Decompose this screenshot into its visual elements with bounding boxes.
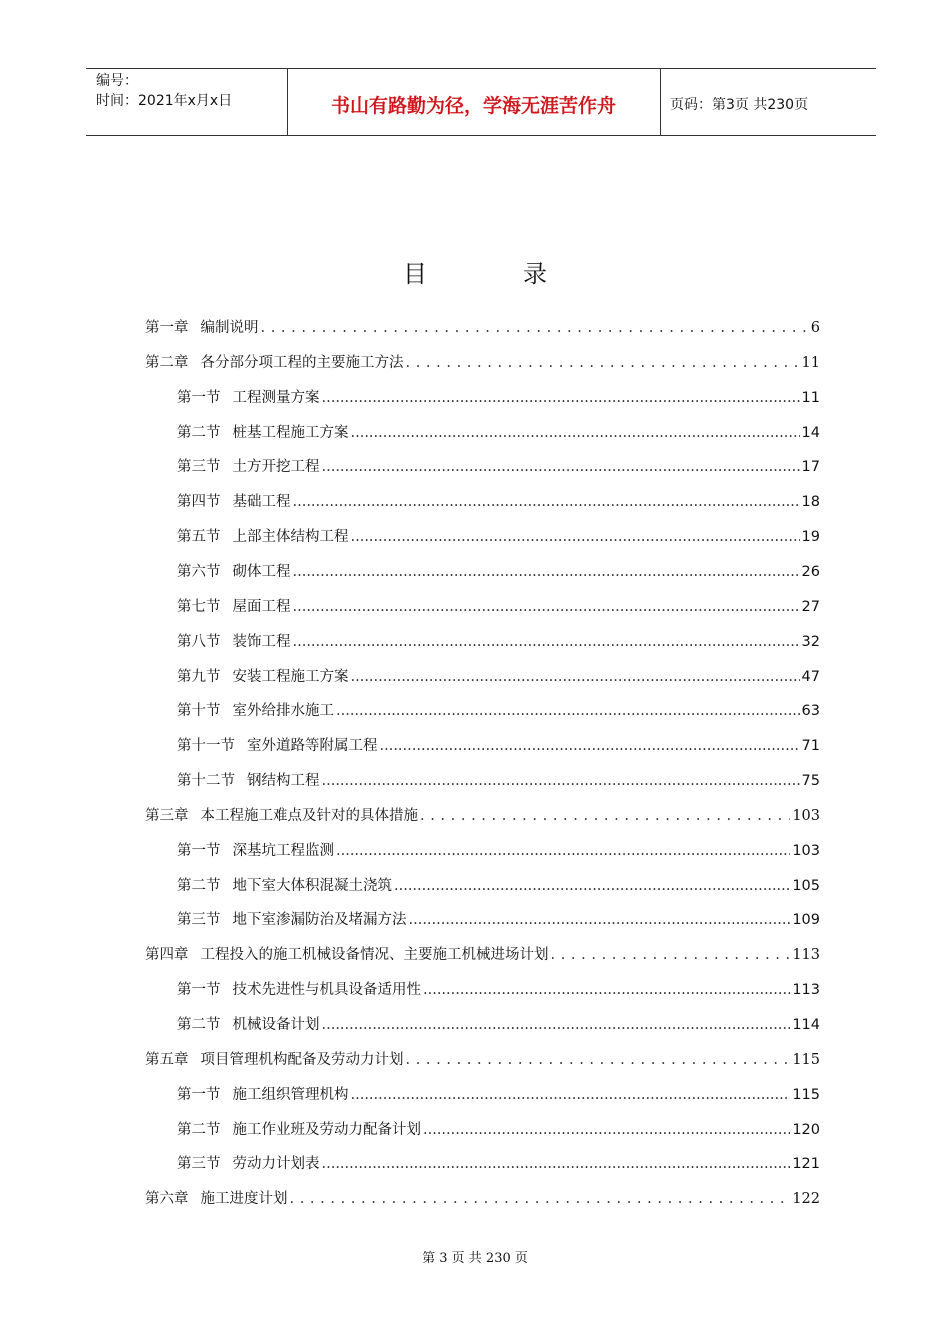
toc-entry-page: 103 xyxy=(792,808,820,824)
toc-entry-number: 第二节 xyxy=(177,1122,221,1138)
toc-leader-dots xyxy=(293,634,800,650)
toc-section-entry[interactable] xyxy=(177,734,820,758)
toc-entry-number: 第一节 xyxy=(177,843,221,859)
toc-entry-label: 机械设备计划 xyxy=(232,1017,320,1033)
toc-entry-number: 第一节 xyxy=(177,982,221,998)
toc-chapter-entry[interactable] xyxy=(145,943,820,967)
toc-entry-label: 砌体工程 xyxy=(232,564,291,580)
toc-section-entry[interactable] xyxy=(177,699,820,723)
toc-entry-page: 71 xyxy=(801,738,820,754)
toc-entry-number: 第八节 xyxy=(177,634,221,650)
toc-title-part: 录 xyxy=(523,260,547,288)
toc-leader-dots xyxy=(351,1087,791,1103)
toc-chapter-entry[interactable] xyxy=(145,316,820,340)
toc-section-entry[interactable] xyxy=(177,386,820,410)
toc-entry-label: 安装工程施工方案 xyxy=(232,669,349,685)
toc-section-entry[interactable] xyxy=(177,1083,820,1107)
toc-entry-page: 18 xyxy=(801,494,820,510)
toc-entry-label: 工程测量方案 xyxy=(232,390,320,406)
toc-entry-page: 115 xyxy=(792,1087,820,1103)
toc-leader-dots xyxy=(394,878,790,894)
toc-section-entry[interactable] xyxy=(177,978,820,1002)
toc-leader-dots xyxy=(322,390,800,406)
toc-entry-page: 103 xyxy=(792,843,820,859)
toc-leader-dots xyxy=(406,1052,791,1068)
toc-entry-page: 114 xyxy=(792,1017,820,1033)
toc-entry-page: 75 xyxy=(801,773,820,789)
toc-entry-number: 第十节 xyxy=(177,703,221,719)
toc-entry-number: 第五节 xyxy=(177,529,221,545)
toc-entry-page: 19 xyxy=(801,529,820,545)
toc-section-entry[interactable] xyxy=(177,665,820,689)
toc-leader-dots xyxy=(406,355,800,371)
toc-entry-page: 115 xyxy=(792,1052,820,1068)
toc-entry-label: 钢结构工程 xyxy=(247,773,320,789)
toc-leader-dots xyxy=(293,494,800,510)
toc-entry-number: 第一节 xyxy=(177,390,221,406)
toc-entry-page: 109 xyxy=(792,912,820,928)
toc-chapter-entry[interactable] xyxy=(145,1187,820,1211)
toc-entry-number: 第二节 xyxy=(177,1017,221,1033)
toc-entry-page: 63 xyxy=(801,703,820,719)
toc-entry-label: 各分部分项工程的主要施工方法 xyxy=(200,355,404,371)
toc-leader-dots xyxy=(351,425,800,441)
page-header xyxy=(86,68,876,136)
toc-title xyxy=(0,254,950,289)
toc-entry-number: 第六节 xyxy=(177,564,221,580)
toc-section-entry[interactable] xyxy=(177,421,820,445)
toc-entry-page: 27 xyxy=(801,599,820,615)
toc-section-entry[interactable] xyxy=(177,490,820,514)
toc-leader-dots xyxy=(293,599,800,615)
toc-leader-dots xyxy=(322,773,800,789)
toc-leader-dots xyxy=(336,703,800,719)
toc-entry-number: 第三章 xyxy=(145,808,189,824)
toc-entry-number: 第二节 xyxy=(177,425,221,441)
toc-title-part: 目 xyxy=(403,260,427,288)
toc-entry-label: 技术先进性与机具设备适用性 xyxy=(232,982,421,998)
toc-leader-dots xyxy=(290,1191,791,1207)
toc-entry-page: 17 xyxy=(801,459,820,475)
toc-entry-label: 地下室大体积混凝土浇筑 xyxy=(232,878,392,894)
toc-entry-label: 编制说明 xyxy=(200,320,259,336)
toc-entry-page: 11 xyxy=(801,390,820,406)
toc-entry-number: 第三节 xyxy=(177,1156,221,1172)
toc-leader-dots xyxy=(322,1156,791,1172)
toc-entry-page: 47 xyxy=(801,669,820,685)
toc-entry-label: 工程投入的施工机械设备情况、主要施工机械进场计划 xyxy=(200,947,549,963)
toc-leader-dots xyxy=(420,808,790,824)
toc-entry-page: 6 xyxy=(810,320,820,336)
toc-section-entry[interactable] xyxy=(177,874,820,898)
toc-entry-number: 第九节 xyxy=(177,669,221,685)
toc-entry-page: 11 xyxy=(801,355,820,371)
toc-section-entry[interactable] xyxy=(177,525,820,549)
toc-section-entry[interactable] xyxy=(177,1118,820,1142)
toc-entry-number: 第五章 xyxy=(145,1052,189,1068)
toc-section-entry[interactable] xyxy=(177,1013,820,1037)
toc-leader-dots xyxy=(322,1017,791,1033)
toc-entry-label: 施工作业班及劳动力配备计划 xyxy=(232,1122,421,1138)
toc-entry-page: 121 xyxy=(792,1156,820,1172)
toc-section-entry[interactable] xyxy=(177,839,820,863)
page-footer: 第 3 页 共 230 页 xyxy=(422,1251,528,1266)
header-divider xyxy=(660,69,661,135)
toc-entry-page: 122 xyxy=(792,1191,820,1207)
toc-chapter-entry[interactable] xyxy=(145,1048,820,1072)
toc-section-entry[interactable] xyxy=(177,630,820,654)
toc-leader-dots xyxy=(351,529,800,545)
toc-entry-page: 120 xyxy=(792,1122,820,1138)
toc-chapter-entry[interactable] xyxy=(145,804,820,828)
header-motto: 书山有路勤为径，学海无涯苦作舟 xyxy=(330,95,616,117)
toc-leader-dots xyxy=(336,843,790,859)
header-time-label: 时间：2021年x月x日 xyxy=(96,93,233,109)
header-meta xyxy=(96,71,286,111)
toc-entry-number: 第二节 xyxy=(177,878,221,894)
toc-section-entry[interactable] xyxy=(177,769,820,793)
toc-entry-number: 第十一节 xyxy=(177,738,235,754)
toc-entry-label: 本工程施工难点及针对的具体措施 xyxy=(200,808,418,824)
header-code-label: 编号： xyxy=(96,73,138,89)
toc-leader-dots xyxy=(351,669,800,685)
toc-leader-dots xyxy=(409,912,791,928)
toc-entry-label: 深基坑工程监测 xyxy=(232,843,334,859)
toc-leader-dots xyxy=(380,738,800,754)
toc-chapter-entry[interactable] xyxy=(145,351,820,375)
toc-entry-number: 第七节 xyxy=(177,599,221,615)
toc-entry-page: 105 xyxy=(792,878,820,894)
toc-entry-label: 屋面工程 xyxy=(232,599,291,615)
toc-entry-label: 土方开挖工程 xyxy=(232,459,320,475)
toc-section-entry[interactable] xyxy=(177,560,820,584)
toc-leader-dots xyxy=(261,320,809,336)
toc-section-entry[interactable] xyxy=(177,908,820,932)
toc-leader-dots xyxy=(423,982,790,998)
toc-entry-label: 桩基工程施工方案 xyxy=(232,425,349,441)
toc-leader-dots xyxy=(551,947,791,963)
toc-entry-number: 第二章 xyxy=(145,355,189,371)
toc-entry-label: 装饰工程 xyxy=(232,634,291,650)
toc-entry-page: 113 xyxy=(792,982,820,998)
toc-entry-number: 第一节 xyxy=(177,1087,221,1103)
toc-entry-number: 第四节 xyxy=(177,494,221,510)
header-page-info: 页码：第3页 共230页 xyxy=(670,97,809,113)
toc-entry-number: 第三节 xyxy=(177,912,221,928)
toc-entry-label: 基础工程 xyxy=(232,494,291,510)
toc-entry-label: 地下室渗漏防治及堵漏方法 xyxy=(232,912,407,928)
toc-entry-number: 第一章 xyxy=(145,320,189,336)
toc-leader-dots xyxy=(293,564,800,580)
toc-section-entry[interactable] xyxy=(177,595,820,619)
toc-entry-label: 室外道路等附属工程 xyxy=(247,738,378,754)
toc-entry-number: 第三节 xyxy=(177,459,221,475)
toc-entry-number: 第十二节 xyxy=(177,773,235,789)
toc-section-entry[interactable] xyxy=(177,1152,820,1176)
toc-leader-dots xyxy=(423,1122,790,1138)
toc-entry-label: 施工进度计划 xyxy=(200,1191,288,1207)
toc-entry-page: 113 xyxy=(792,947,820,963)
toc-entry-page: 32 xyxy=(801,634,820,650)
toc-section-entry[interactable] xyxy=(177,455,820,479)
toc-entry-page: 14 xyxy=(801,425,820,441)
toc-entry-number: 第六章 xyxy=(145,1191,189,1207)
toc-entry-label: 项目管理机构配备及劳动力计划 xyxy=(200,1052,404,1068)
toc-entry-page: 26 xyxy=(801,564,820,580)
toc-entry-label: 室外给排水施工 xyxy=(232,703,334,719)
toc-entry-number: 第四章 xyxy=(145,947,189,963)
toc-leader-dots xyxy=(322,459,800,475)
toc-entry-label: 劳动力计划表 xyxy=(232,1156,320,1172)
toc-entry-label: 施工组织管理机构 xyxy=(232,1087,349,1103)
toc-entry-label: 上部主体结构工程 xyxy=(232,529,349,545)
